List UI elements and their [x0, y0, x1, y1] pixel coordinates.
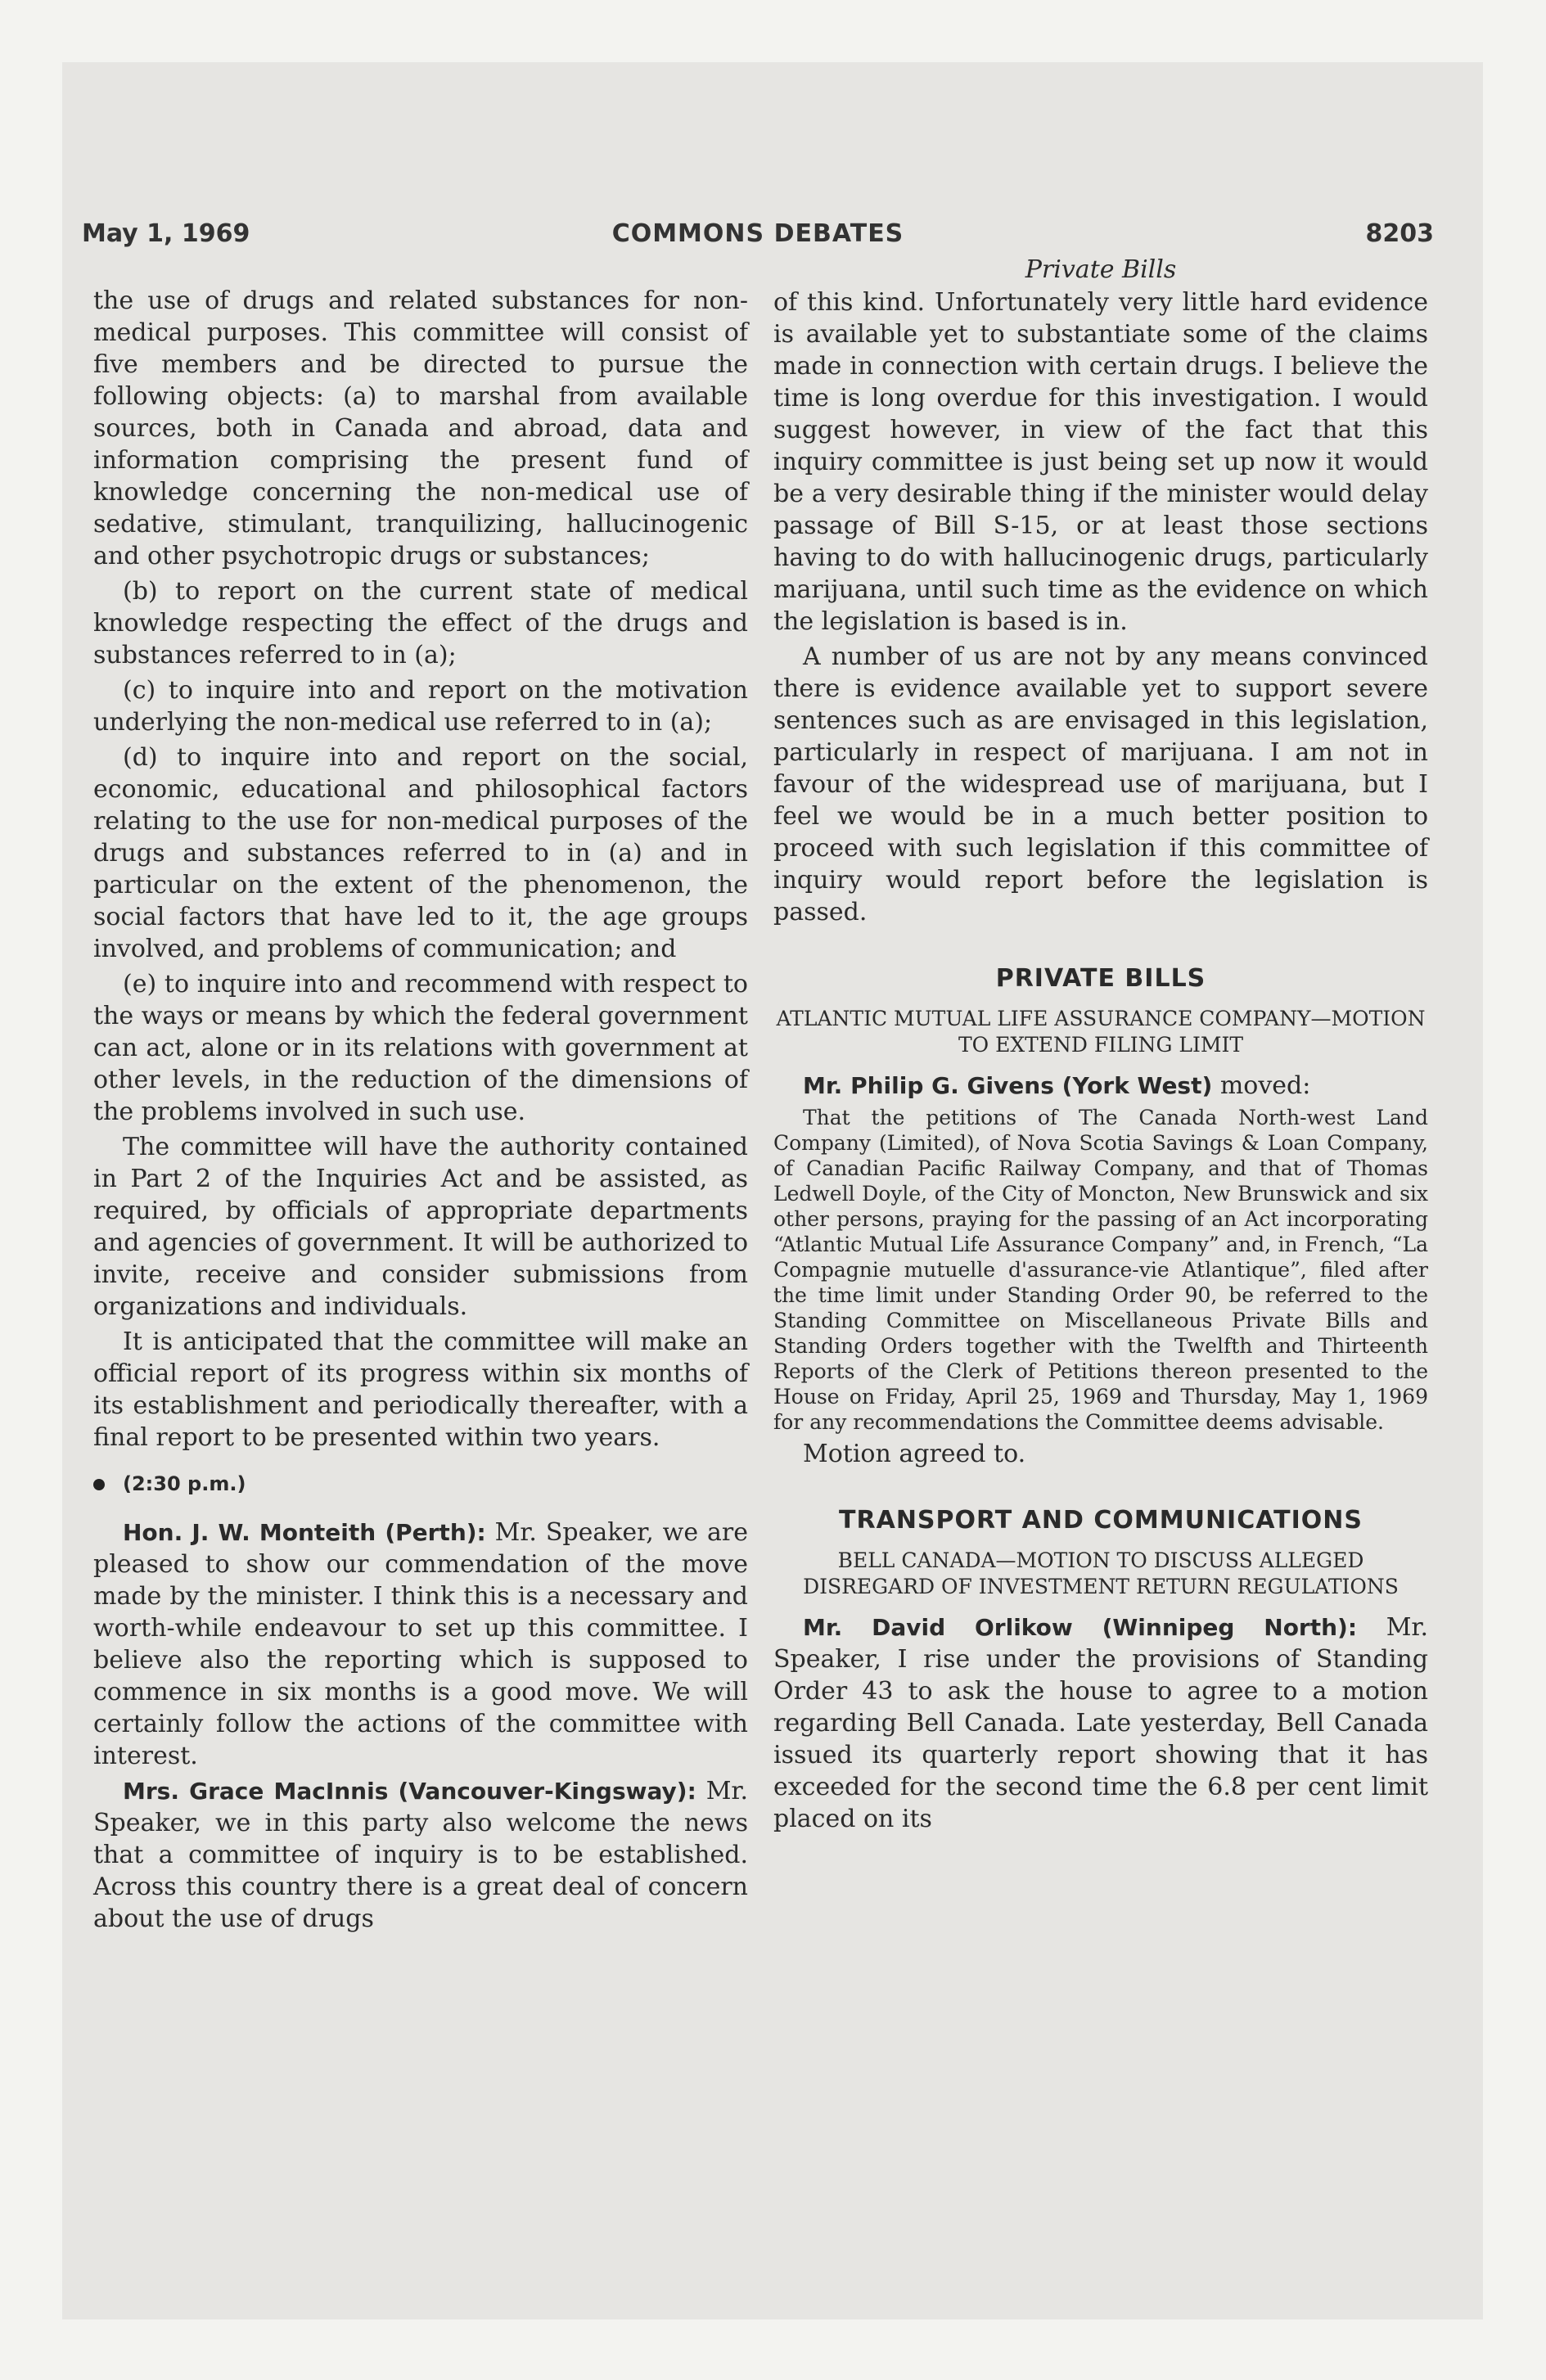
time-marker — [93, 1468, 748, 1500]
motion-text: That the petitions of The Canada North-west Land Company (Limited), of Nova Scotia Savings & Loan Company, of Canadian Pacific Railway Company, and that of Thomas Ledwell Doyle, of the City of Moncton, New Brunswick and six other persons, praying for the passing of an Act incorporating “Atlantic Mutual Life Assurance Company” and, in French, “La Compagnie mutuelle d'assurance-vie Atlantique”, filed after the time limit under Standing Order 90, be referred to the Standing Committee on Miscellaneous Private Bills and Standing Orders together with the Twelfth and Thirteenth Reports of the Clerk of Petitions thereon presented to the House on Friday, April 25, 1969 and Thursday, May 1, 1969 for any recommendations the Committee deems advisable. — [773, 1106, 1428, 1434]
time-text: (2:30 p.m.) — [123, 1472, 246, 1495]
speech-text: Mr. Speaker, we in this party also welcome the news that a committee of inquiry is to be established. Across this country there is a great deal of concern about the use of drugs — [93, 1777, 748, 1933]
speech — [773, 1611, 1428, 1835]
paragraph: The committee will have the authority contained in Part 2 of the Inquiries Act and be assisted, as required, by officials of appropriate departments and agencies of government. It will be authorized to invite, receive and consider submissions from organizations and individuals. — [93, 1133, 748, 1321]
paragraph: of this kind. Unfortunately very little hard evidence is available yet to substantiate some of the claims made in connection with certain drugs. I believe the time is long overdue for this investigation. I would suggest however, in view of the fact that this inquiry committee is just being set up now it would be a very desirable thing if the minister would delay passage of Bill S-15, or at least those sections having to do with hallucinogenic drugs, particularly marijuana, until such time as the evidence on which the legislation is based is in. — [773, 288, 1428, 636]
speech-text: Mr. Speaker, I rise under the provisions of Standing Order 43 to ask the house to agree to a motion regarding Bell Canada. Late yesterday, Bell Canada issued its quarterly report showing that it has exceeded for the second time the 6.8 per cent limit placed on its — [773, 1613, 1428, 1833]
page-number: 8203 — [1365, 219, 1434, 248]
paragraph: It is anticipated that the committee will make an official report of its progress within six months of its establishment and periodically thereafter, with a final report to be presented within two years. — [93, 1327, 748, 1452]
speech — [93, 1517, 748, 1772]
section-title: PRIVATE BILLS — [995, 964, 1206, 993]
page-header — [82, 219, 1434, 260]
paragraph: (e) to inquire into and recommend with respect to the ways or means by which the federal government can act, alone or in its relations with government at other levels, in the reduction of the dimensions of the problems involved in such use. — [93, 970, 748, 1126]
paragraph: the use of drugs and related substances for non-medical purposes. This committee will consist of five members and be directed to pursue the following objects: (a) to marshal from available sources, both in Canada and abroad, data and information comprising the present fund of knowledge concerning the non-medical use of sedative, stimulant, tranquilizing, hallucinogenic and other psychotropic drugs or substances; — [93, 286, 748, 570]
section-subheading: BELL CANADA—MOTION TO DISCUSS ALLEGED DISREGARD OF INVESTMENT RETURN REGULATIONS — [803, 1548, 1399, 1598]
speech — [773, 1070, 1428, 1102]
bullet-icon — [93, 1479, 105, 1490]
speaker-name: Mrs. Grace MacInnis (Vancouver-Kingsway): — [123, 1778, 696, 1805]
right-column — [773, 255, 1428, 1838]
speaker-name: Mr. David Orlikow (Winnipeg North): — [803, 1614, 1358, 1641]
speaker-name: Hon. J. W. Monteith (Perth): — [123, 1519, 486, 1546]
paragraph: A number of us are not by any means convinced there is evidence available yet to support severe sentences such as are envisaged in this legislation, particularly in respect of marijuana. I am not in favour of the widespread use of marijuana, but I feel we would be in a much better position to proceed with such legislation if this committee of inquiry would report before the legislation is passed. — [773, 642, 1428, 926]
section-title: TRANSPORT AND COMMUNICATIONS — [839, 1506, 1363, 1535]
header-title: COMMONS DEBATES — [611, 219, 904, 248]
speech — [93, 1775, 748, 1935]
left-column — [93, 285, 748, 1938]
running-head: Private Bills — [1025, 255, 1177, 284]
motion-result: Motion agreed to. — [803, 1440, 1026, 1468]
speech-text: Mr. Speaker, we are pleased to show our commendation of the move made by the minister. I think this is a necessary and worth-while endeavour to set up this committee. I believe also the reporting which is supposed to commence in six months is a good move. We will certainly follow the actions of the committee with interest. — [93, 1518, 748, 1770]
speaker-name: Mr. Philip G. Givens (York West) — [803, 1072, 1213, 1099]
section-subheading: ATLANTIC MUTUAL LIFE ASSURANCE COMPANY—MOTION TO EXTEND FILING LIMIT — [776, 1007, 1426, 1057]
paragraph: (c) to inquire into and report on the motivation underlying the non-medical use referred to in (a); — [93, 676, 748, 737]
header-date: May 1, 1969 — [82, 219, 250, 248]
paragraph: (d) to inquire into and report on the social, economic, educational and philosophical factors relating to the use for non-medical purposes of the drugs and substances referred to in (a) and in particular on the extent of the phenomenon, the social factors that have led to it, the age groups involved, and problems of communication; and — [93, 743, 748, 963]
speech-text: moved: — [1219, 1071, 1311, 1100]
paragraph: (b) to report on the current state of medical knowledge respecting the effect of the drugs and substances referred to in (a); — [93, 577, 748, 669]
